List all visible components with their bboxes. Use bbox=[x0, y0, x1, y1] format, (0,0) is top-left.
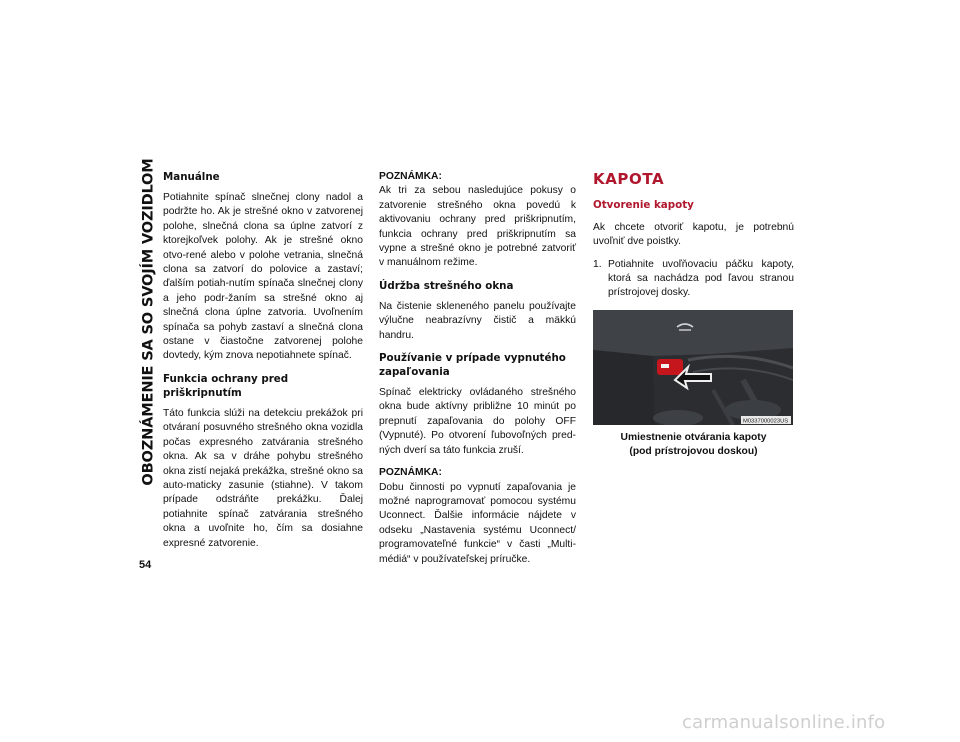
caption-line-1: Umiestnenie otvárania kapoty bbox=[620, 431, 767, 443]
column-2 bbox=[379, 170, 576, 575]
step-text: Potiahnite uvoľňovaciu páčku kapoty, ktorá sa nachádza pod ľavou stranou prístrojovej dosky. bbox=[608, 258, 794, 299]
note-2 bbox=[379, 466, 576, 567]
note-1 bbox=[379, 170, 576, 271]
section-title-hood: KAPOTA bbox=[593, 170, 665, 188]
paragraph-anti-pinch: Táto funkcia slúži na detekciu prekážok pri otváraní posuvného strešného okna vozidla počas expresného zatvárania strešného okna. Ak sa v dráhe pohybu strešného okna zistí nejaká prekážka, strešné okno sa auto-maticky zasunie (stiahne). V takom prípade odstráňte prekážku. Ďalej potiahnite spínač zatvárania strešného okna a uvoľnite ho, čím sa dosiahne expresné zatvorenie. bbox=[163, 407, 363, 549]
list-item-step-1 bbox=[593, 258, 794, 301]
hood-release-figure bbox=[593, 310, 793, 425]
paragraph-hood-intro: Ak chcete otvoriť kapotu, je potrebnú uvoľniť dve poistky. bbox=[593, 221, 794, 248]
page-number: 54 bbox=[139, 559, 152, 571]
paragraph-manual: Potiahnite spínač slnečnej clony nadol a podržte ho. Ak je strešné okno v zatvorenej polohe, slnečná clona sa úplne zatvorí z ktorejkoľvek polohy. Ak je strešné okno otvo-rené alebo v polohe vetrania, slnečná clona sa zatvorí do polovice a zastaví; ďalším potiah-nutím spínača slnečnej clony a jeho podr-žaním sa strešné okno aj slnečná clona úplne zatvoria. Uvoľnením spínača sa pohyb zastaví a slnečná clona ostane v čiastočne zatvorenej polohe dovtedy, kým znova nepotiahnete spínač. bbox=[163, 192, 363, 362]
column-1 bbox=[163, 170, 363, 559]
paragraph-ignition-off: Spínač elektricky ovládaného strešného okna bude aktívny približne 10 minút po prepnutí zapaľovania do polohy OFF (Vypnuté). Po otvorení ľubovoľných pred-ných dverí sa táto funkcia zruší. bbox=[379, 387, 576, 456]
heading-manual: Manuálne bbox=[163, 171, 220, 183]
heading-ignition-off: Používanie v prípade vypnutého zapaľovania bbox=[379, 352, 566, 379]
subheading-open-hood: Otvorenie kapoty bbox=[593, 199, 694, 212]
hood-release-illustration bbox=[593, 310, 793, 425]
paragraph-maintenance: Na čistenie skleneného panelu používajte výlučne neabrazívny čistič a mäkkú handru. bbox=[379, 300, 576, 341]
column-3 bbox=[593, 170, 794, 459]
figure-caption bbox=[593, 431, 794, 459]
note-1-text: Ak tri za sebou nasledujúce pokusy o zatvorenie strešného okna povedú k aktivovaniu ochrany pred priškripnutím, funkcia ochrany pred priškripnutím sa vypne a strešné okno je potrebné zatvoriť v manuálnom režime. bbox=[379, 185, 576, 269]
heading-maintenance: Údržba strešného okna bbox=[379, 279, 514, 292]
step-number: 1. bbox=[593, 258, 602, 270]
note-1-label: POZNÁMKA: bbox=[379, 171, 442, 182]
figure-code: M0337000023US bbox=[743, 418, 789, 425]
side-section-title: OBOZNÁMENIE SA SO SVOJÍM VOZIDLOM bbox=[139, 157, 157, 486]
note-2-text: Dobu činnosti po vypnutí zapaľovania je možné naprogramovať pomocou systému Uconnect. Ďalšie informácie nájdete v odseku „Nastavenia systému Uconnect/ programovateľné funkcie“ v časti „Multi-médiá“ v používateľskej príručke. bbox=[379, 481, 576, 565]
watermark: carmanualsonline.info bbox=[682, 712, 886, 733]
note-2-label: POZNÁMKA: bbox=[379, 467, 442, 479]
heading-anti-pinch: Funkcia ochrany pred priškripnutím bbox=[163, 372, 289, 399]
caption-line-2: (pod prístrojovou doskou) bbox=[629, 445, 758, 457]
